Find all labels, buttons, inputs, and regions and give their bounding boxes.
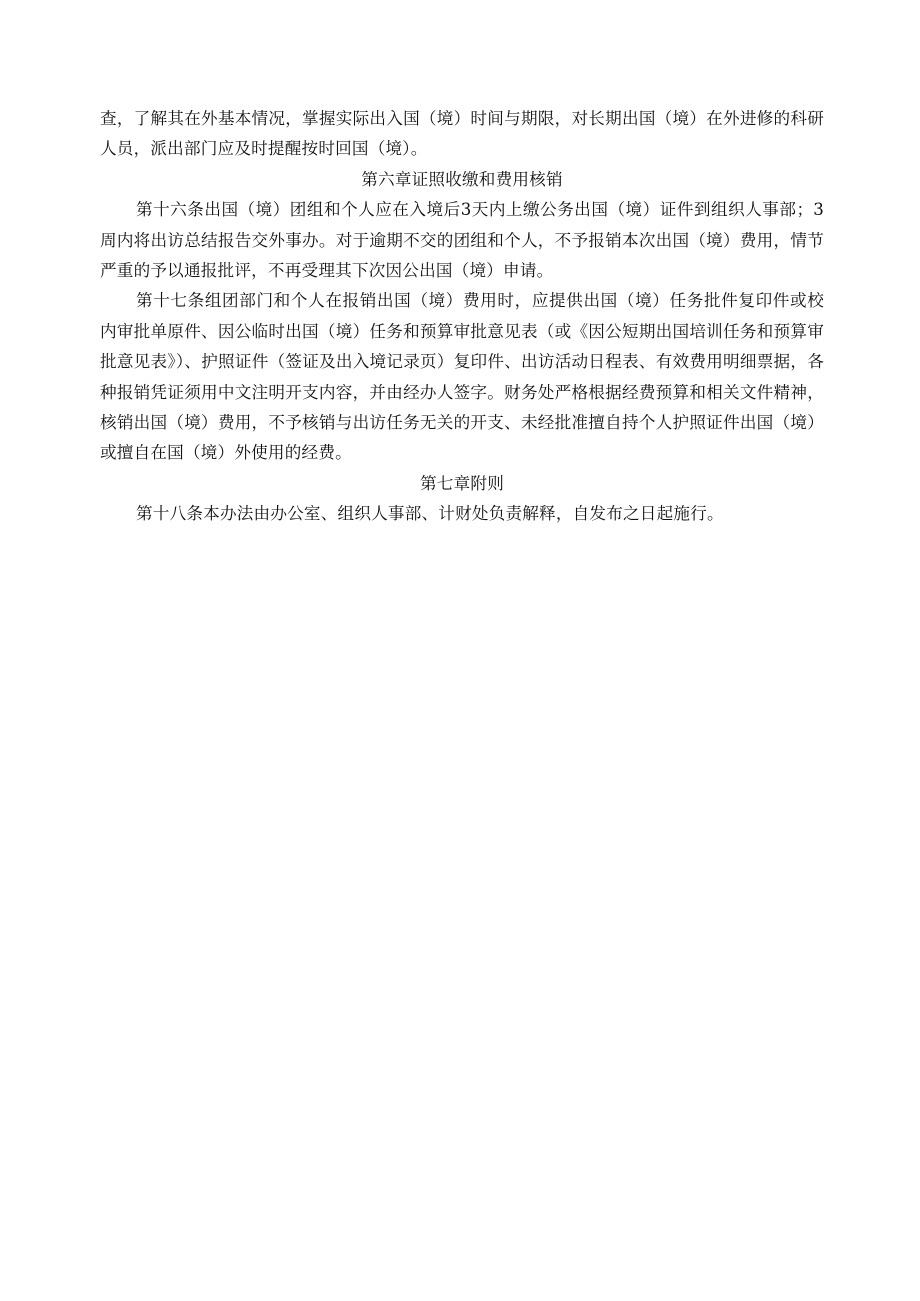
continuation-paragraph: 查，了解其在外基本情况，掌握实际出入国（境）时间与期限，对长期出国（境）在外进修的科研人员，派出部门应及时提醒按时回国（境）。 xyxy=(100,109,824,159)
document-body xyxy=(100,104,824,530)
article-17-paragraph: 第十七条组团部门和个人在报销出国（境）费用时，应提供出国（境）任务批件复印件或校内审批单原件、因公临时出国（境）任务和预算审批意见表（或《因公短期出国培训任务和预算审批意见表》）、护照证件（签证及出入境记录页）复印件、出访活动日程表、有效费用明细票据，各种报销凭证须用中文注明开支内容，并由经办人签字。财务处严格根据经费预算和相关文件精神，核销出国（境）费用，不予核销与出访任务无关的开支、未经批准擅自持个人护照证件出国（境）或擅自在国（境）外使用的经费。 xyxy=(100,291,824,463)
article-18-paragraph: 第十八条本办法由办公室、组织人事部、计财处负责解释，自发布之日起施行。 xyxy=(136,504,724,524)
chapter-6-heading: 第六章证照收缴和费用核销 xyxy=(361,169,563,189)
article-16-paragraph: 第十六条出国（境）团组和个人应在入境后3天内上缴公务出国（境）证件到组织人事部；3周内将出访总结报告交外事办。对于逾期不交的团组和个人，不予报销本次出国（境）费用，情节严重的予以通报批评，不再受理其下次因公出国（境）申请。 xyxy=(100,200,824,281)
chapter-7-heading: 第七章附则 xyxy=(420,473,504,493)
